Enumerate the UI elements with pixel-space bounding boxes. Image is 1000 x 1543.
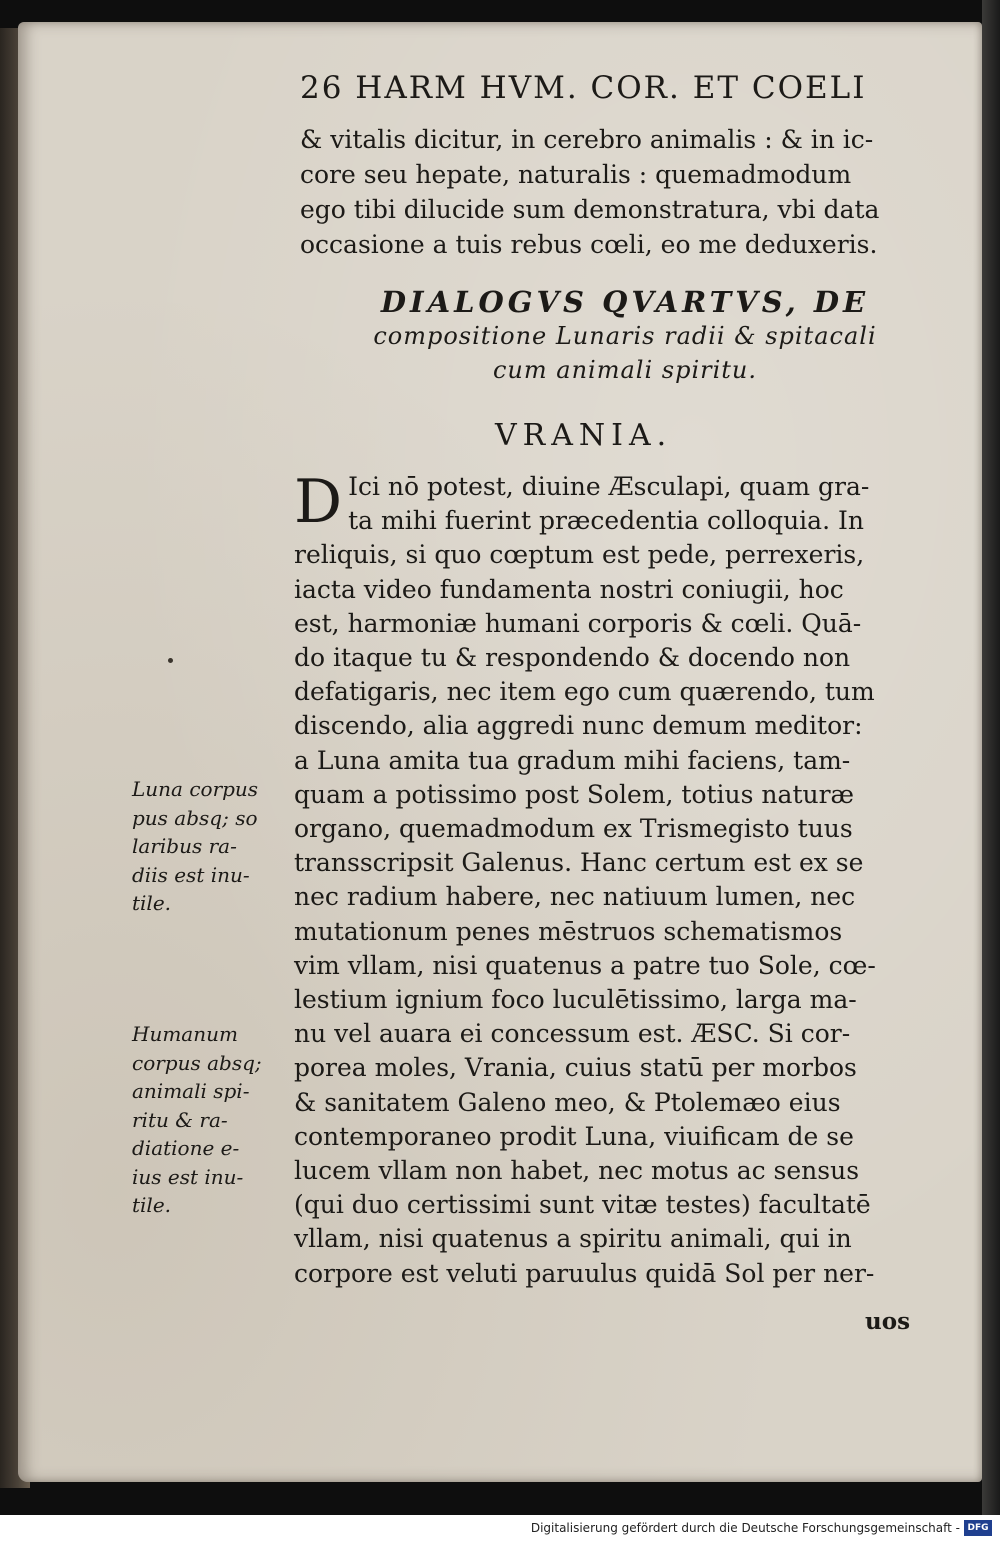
text-line: ta mihi fuerint præcedentia colloquia. In xyxy=(348,506,864,536)
ink-dot xyxy=(168,658,173,663)
text-line: Ici nō potest, diuine Æsculapi, quam gra- xyxy=(348,472,870,501)
text-line: lucem vllam non habet, nec motus ac sensus xyxy=(294,1156,860,1186)
marginal-line: corpus absq; xyxy=(132,1050,262,1075)
text-line: nec radium habere, nec natiuum lumen, nec xyxy=(294,882,856,912)
text-line: vllam, nisi quatenus a spiritu animali, qui in xyxy=(294,1224,852,1254)
text-line: nu vel auara ei concessum est. ÆSC. Si cor- xyxy=(294,1019,851,1049)
dialogue-subtitle-line: compositione Lunaris radii & spitacali xyxy=(373,322,877,350)
drop-capital: D xyxy=(294,467,343,537)
text-line: ego tibi dilucide sum demonstratura, vbi data xyxy=(300,195,880,224)
marginal-line: animali spi- xyxy=(132,1079,250,1103)
text-line: core seu hepate, naturalis : quemadmodum xyxy=(300,160,852,189)
text-line: mutationum penes mēstruos schematismos xyxy=(294,916,843,946)
top-text-block xyxy=(300,122,930,262)
marginal-line: diatione e- xyxy=(132,1136,240,1160)
text-line: vim vllam, nisi quatenus a patre tuo Sole, cœ- xyxy=(294,950,876,980)
text-line: contemporaneo prodit Luna, viuificam de se xyxy=(294,1121,854,1151)
text-line: defatigaris, nec item ego cum quærendo, tum xyxy=(294,677,875,707)
marginal-line: diis est inu- xyxy=(132,862,250,887)
footer-bar xyxy=(0,1515,1000,1543)
marginal-note-luna xyxy=(132,775,287,918)
text-line: est, harmoniæ humani corporis & cœli. Quā- xyxy=(294,608,862,638)
text-line: (qui duo certissimi sunt vitæ testes) facultatē xyxy=(294,1190,871,1220)
text-line: discendo, alia aggredi nunc demum meditor: xyxy=(294,711,863,741)
dialogue-subtitle-line: cum animali spiritu. xyxy=(492,356,757,384)
marginal-note-humanum xyxy=(132,1020,287,1220)
text-line: transscripsit Galenus. Hanc certum est ex se xyxy=(294,848,864,878)
dialogue-title-line: DIALOGVS QVARTVS, DE xyxy=(380,285,870,319)
marginal-line: laribus ra- xyxy=(132,834,237,858)
marginal-line: ius est inu- xyxy=(132,1164,244,1189)
text-line: a Luna amita tua gradum mihi faciens, tam- xyxy=(294,745,851,775)
text-line: do itaque tu & respondendo & docendo non xyxy=(294,643,851,673)
footer-credit: Digitalisierung gefördert durch die Deutsche Forschungsgemeinschaft - xyxy=(530,1521,960,1535)
main-text-block xyxy=(294,467,924,1291)
marginal-line: ritu & ra- xyxy=(132,1107,228,1132)
marginal-line: Luna corpus xyxy=(132,777,259,801)
dfg-logo-icon: DFG xyxy=(964,1520,992,1536)
marginal-line: tile. xyxy=(132,891,172,915)
speaker-heading: VRANIA. xyxy=(495,418,673,453)
text-line: corpore est veluti paruulus quidā Sol per ner- xyxy=(294,1258,875,1288)
text-line: lestium ignium foco luculētissimo, larga ma- xyxy=(294,985,857,1015)
catchword: uos xyxy=(865,1308,911,1335)
dialogue-heading xyxy=(330,285,920,387)
text-line: & sanitatem Galeno meo, & Ptolemæo eius xyxy=(294,1087,841,1117)
text-line: porea moles, Vrania, cuius statū per morbos xyxy=(294,1053,857,1083)
book-cover-right-edge xyxy=(982,0,1000,1515)
text-line: occasione a tuis rebus cœli, eo me deduxeris. xyxy=(300,230,878,259)
running-head: 26 HARM HVM. COR. ET COELI xyxy=(300,70,867,106)
text-line: iacta video fundamenta nostri coniugii, hoc xyxy=(294,574,844,604)
marginal-line: Humanum xyxy=(132,1022,238,1046)
text-line: & vitalis dicitur, in cerebro animalis : & in ic- xyxy=(300,125,874,154)
text-line: quam a potissimo post Solem, totius naturæ xyxy=(294,779,855,809)
text-line: reliquis, si quo cœptum est pede, perrexeris, xyxy=(294,540,865,570)
marginal-line: tile. xyxy=(132,1193,172,1217)
text-line: organo, quemadmodum ex Trismegisto tuus xyxy=(294,814,853,844)
marginal-line: pus absq; so xyxy=(132,805,258,830)
